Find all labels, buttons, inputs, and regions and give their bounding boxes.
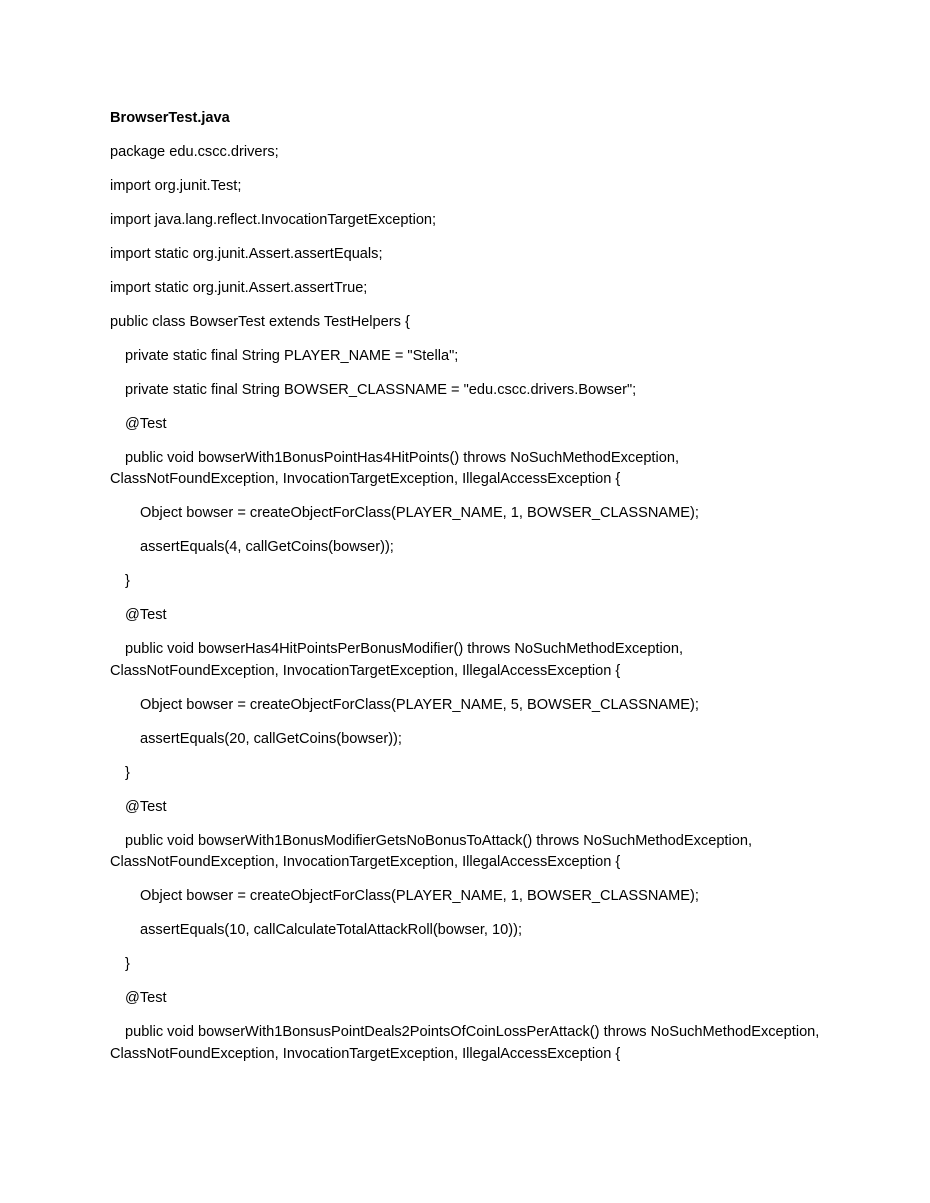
code-line: } (125, 764, 130, 781)
code-line: import java.lang.reflect.InvocationTargetException; (110, 211, 437, 228)
code-line: Object bowser = createObjectForClass(PLAYER_NAME, 1, BOWSER_CLASSNAME); (140, 888, 699, 905)
code-line: import static org.junit.Assert.assertEquals; (110, 245, 383, 262)
code-listing (110, 142, 830, 1066)
code-line: @Test (125, 798, 167, 815)
code-line: Object bowser = createObjectForClass(PLAYER_NAME, 1, BOWSER_CLASSNAME); (140, 505, 699, 522)
code-line: private static final String BOWSER_CLASSNAME = "edu.cscc.drivers.Bowser"; (125, 381, 637, 398)
document-title: BrowserTest.java (110, 110, 230, 126)
code-line: Object bowser = createObjectForClass(PLAYER_NAME, 5, BOWSER_CLASSNAME); (140, 696, 699, 713)
code-line: public void bowserWith1BonusModifierGetsNoBonusToAttack() throws NoSuchMethodException, ClassNotFoundException, InvocationTargetException, IllegalAccessException { (110, 832, 753, 871)
code-line: } (125, 956, 130, 973)
document-body (110, 108, 830, 1078)
code-line: public void bowserHas4HitPointsPerBonusModifier() throws NoSuchMethodException, ClassNotFoundException, InvocationTargetException, IllegalAccessException { (110, 641, 684, 679)
code-line: public class BowserTest extends TestHelpers { (110, 313, 410, 330)
code-line: assertEquals(20, callGetCoins(bowser)); (140, 730, 402, 747)
code-line: assertEquals(4, callGetCoins(bowser)); (140, 539, 394, 556)
code-line: import org.junit.Test; (110, 177, 242, 194)
code-line: package edu.cscc.drivers; (110, 143, 279, 160)
code-line: @Test (125, 990, 167, 1007)
code-line: assertEquals(10, callCalculateTotalAttackRoll(bowser, 10)); (140, 922, 523, 939)
code-line: } (125, 573, 130, 590)
code-line: public void bowserWith1BonsusPointDeals2PointsOfCoinLossPerAttack() throws NoSuchMethodException, ClassNotFoundException, InvocationTargetException, IllegalAccessException { (110, 1024, 820, 1062)
code-line: @Test (125, 607, 167, 624)
code-line: public void bowserWith1BonusPointHas4HitPoints() throws NoSuchMethodException, ClassNotFoundException, InvocationTargetException, IllegalAccessException { (110, 449, 680, 488)
code-line: @Test (125, 415, 167, 432)
code-line: private static final String PLAYER_NAME = "Stella"; (125, 347, 459, 364)
code-line: import static org.junit.Assert.assertTrue; (110, 279, 368, 296)
